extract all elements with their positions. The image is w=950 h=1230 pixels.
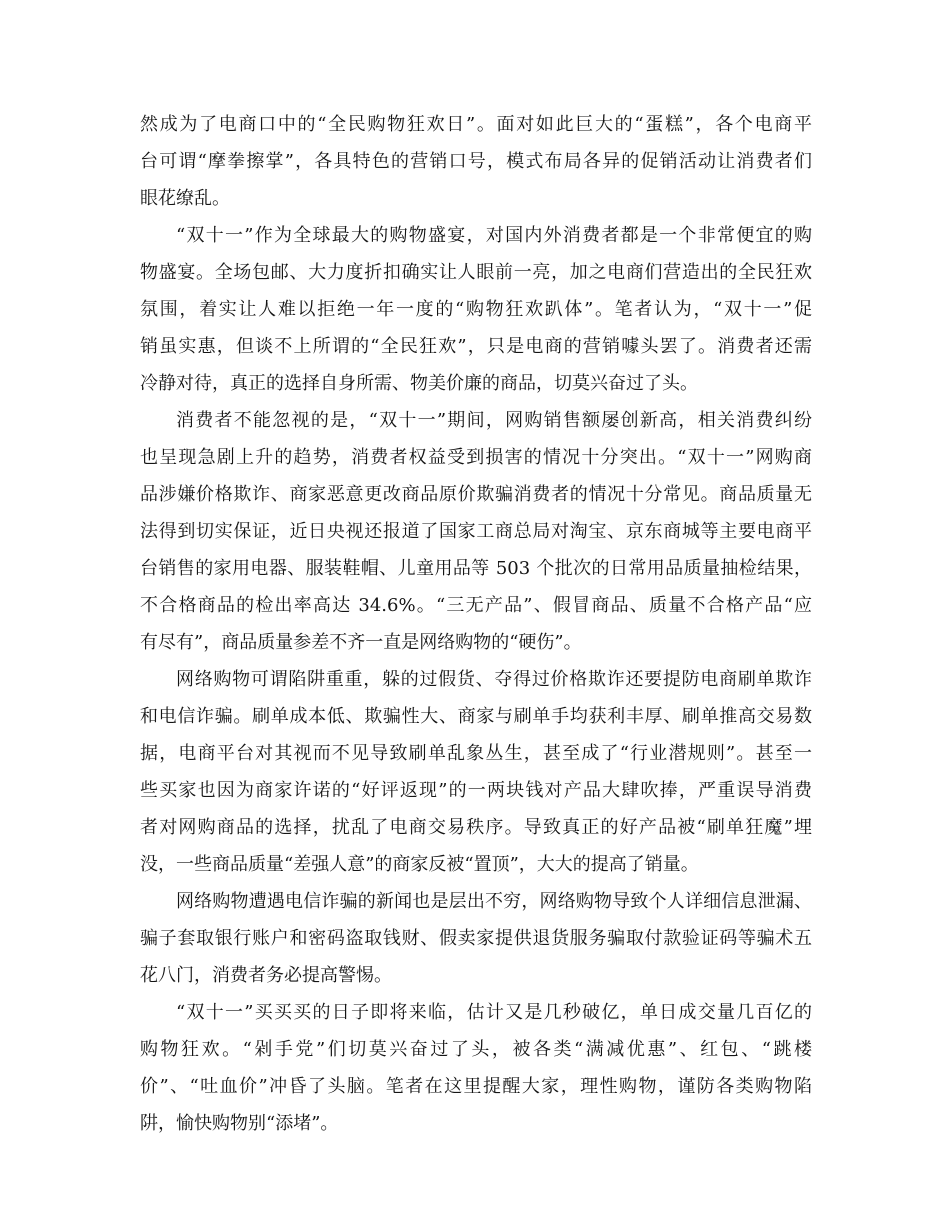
text-line: 有尽有”，商品质量参差不齐一直是网络购物的“硬伤”。 <box>140 632 582 653</box>
text-line: 价”、“吐血价”冲昏了头脑。笔者在这里提醒大家，理性购物，谨防各类购物陷 <box>140 1076 812 1097</box>
text-line: 物盛宴。全场包邮、大力度折扣确实让人眼前一亮，加之电商们营造出的全民狂欢 <box>140 262 812 283</box>
text-line: 花八门，消费者务必提高警惕。 <box>140 965 392 986</box>
text-line: 没，一些商品质量“差强人意”的商家反被“置顶”，大大的提高了销量。 <box>140 854 699 875</box>
text-line: 者对网购商品的选择，扰乱了电商交易秩序。导致真正的好产品被“刷单狂魔”埋 <box>140 817 812 838</box>
text-line: 也呈现急剧上升的趋势，消费者权益受到损害的情况十分突出。“双十一”网购商 <box>140 447 812 468</box>
text-line: 品涉嫌价格欺诈、商家恶意更改商品原价欺骗消费者的情况十分常见。商品质量无 <box>140 484 812 505</box>
text-line: 网络购物可谓陷阱重重，躲的过假货、夺得过价格欺诈还要提防电商刷单欺诈 <box>176 669 812 690</box>
text-line: “双十一”作为全球最大的购物盛宴，对国内外消费者都是一个非常便宜的购 <box>176 225 812 246</box>
text-line: 购物狂欢。“剁手党”们切莫兴奋过了头，被各类“满减优惠”、红包、“跳楼 <box>140 1039 812 1060</box>
text-line: 台可谓“摩拳擦掌”，各具特色的营销口号，模式布局各异的促销活动让消费者们 <box>140 151 812 172</box>
text-line: 阱，愉快购物别“添堵”。 <box>140 1113 339 1134</box>
text-line: 和电信诈骗。刷单成本低、欺骗性大、商家与刷单手均获利丰厚、刷单推高交易数 <box>140 706 812 727</box>
text-line: “双十一”买买买的日子即将来临，估计又是几秒破亿，单日成交量几百亿的 <box>176 1002 812 1023</box>
text-line: 然成为了电商口中的“全民购物狂欢日”。面对如此巨大的“蛋糕”，各个电商平 <box>140 114 812 135</box>
text-line: 法得到切实保证，近日央视还报道了国家工商总局对淘宝、京东商城等主要电商平 <box>140 521 812 542</box>
text-line: 网络购物遭遇电信诈骗的新闻也是层出不穷，网络购物导致个人详细信息泄漏、 <box>176 891 812 912</box>
text-line: 眼花缭乱。 <box>140 188 230 209</box>
text-line: 氛围，着实让人难以拒绝一年一度的“购物狂欢趴体”。笔者认为，“双十一”促 <box>140 299 812 320</box>
text-line: 冷静对待，真正的选择自身所需、物美价廉的商品，切莫兴奋过了头。 <box>140 373 698 394</box>
text-line: 据，电商平台对其视而不见导致刷单乱象丛生，甚至成了“行业潜规则”。甚至一 <box>140 743 812 764</box>
text-line: 不合格商品的检出率高达 34.6%。“三无产品”、假冒商品、质量不合格产品“应 <box>140 595 812 616</box>
text-line: 些买家也因为商家许诺的“好评返现”的一两块钱对产品大肆吹捧，严重误导消费 <box>140 780 812 801</box>
text-line: 消费者不能忽视的是，“双十一”期间，网购销售额屡创新高，相关消费纠纷 <box>176 410 812 431</box>
text-line: 销虽实惠，但谈不上所谓的“全民狂欢”，只是电商的营销噱头罢了。消费者还需 <box>140 336 812 357</box>
text-line: 台销售的家用电器、服装鞋帽、儿童用品等 503 个批次的日常用品质量抽检结果， <box>140 558 812 579</box>
text-line: 骗子套取银行账户和密码盗取钱财、假卖家提供退货服务骗取付款验证码等骗术五 <box>140 928 812 949</box>
